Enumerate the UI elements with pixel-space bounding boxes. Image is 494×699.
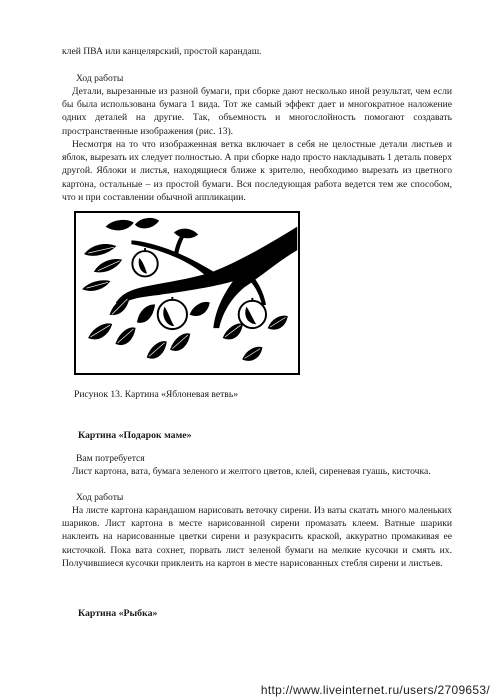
- paragraph-lilac-work: На листе картона карандашом нарисовать веточку сирени. Из ваты скатать много маленьких шариков. Лист картона в месте нарисованной сирени промазать клеем. Ватные шарики наклеить на нарисованные цветки сирени и разукрасить краской, аккуратно промакивая ее кисточкой. Пока вата сохнет, порвать лист зеленой бумаги на мелкие кусочки и смять их. Получившиеся кусочки приклеить на картон в месте нарисованных стебля сирени и листьев.: [62, 505, 452, 569]
- heading-needed: Вам потребуется: [76, 453, 145, 464]
- apple-branch-illustration: [74, 211, 300, 375]
- figure-caption: Рисунок 13. Картина «Яблоневая ветвь»: [74, 389, 239, 400]
- heading-work-1: Ход работы: [76, 73, 124, 84]
- apple-branch-svg: [76, 213, 298, 373]
- heading-work-2: Ход работы: [76, 492, 124, 503]
- section-title-fish: Картина «Рыбка»: [78, 608, 158, 619]
- paragraph-materials: клей ПВА или канцелярский, простой карандаш.: [62, 46, 262, 57]
- watermark-url: http://www.liveinternet.ru/users/2709653/: [260, 683, 490, 697]
- paragraph-details: Детали, вырезанные из разной бумаги, при сборке дают несколько иной результат, чем если бы была использована бумага 1 вида. Тот же самый эффект дает и многократное наложение одних деталей на другие. Так, объемность и многослойность помогают создавать пространственные изображения (рис. 13).: [62, 86, 452, 137]
- section-title-gift-for-mom: Картина «Подарок маме»: [78, 430, 192, 441]
- paragraph-needed: Лист картона, вата, бумага зеленого и желтого цветов, клей, сиреневая гуашь, кисточка.: [72, 466, 431, 477]
- paragraph-branch: Несмотря на то что изображенная ветка включает в себя не целостные детали листьев и яблок, вырезать их следует полностью. А при сборке надо просто накладывать 1 деталь поверх другой. Яблоки и листья, находящиеся ближе к зрителю, необходимо вырезать из цветного картона, остальные – из простой бумаги. Вся последующая работа ведется тем же способом, что и при составлении обычной аппликации.: [62, 139, 452, 203]
